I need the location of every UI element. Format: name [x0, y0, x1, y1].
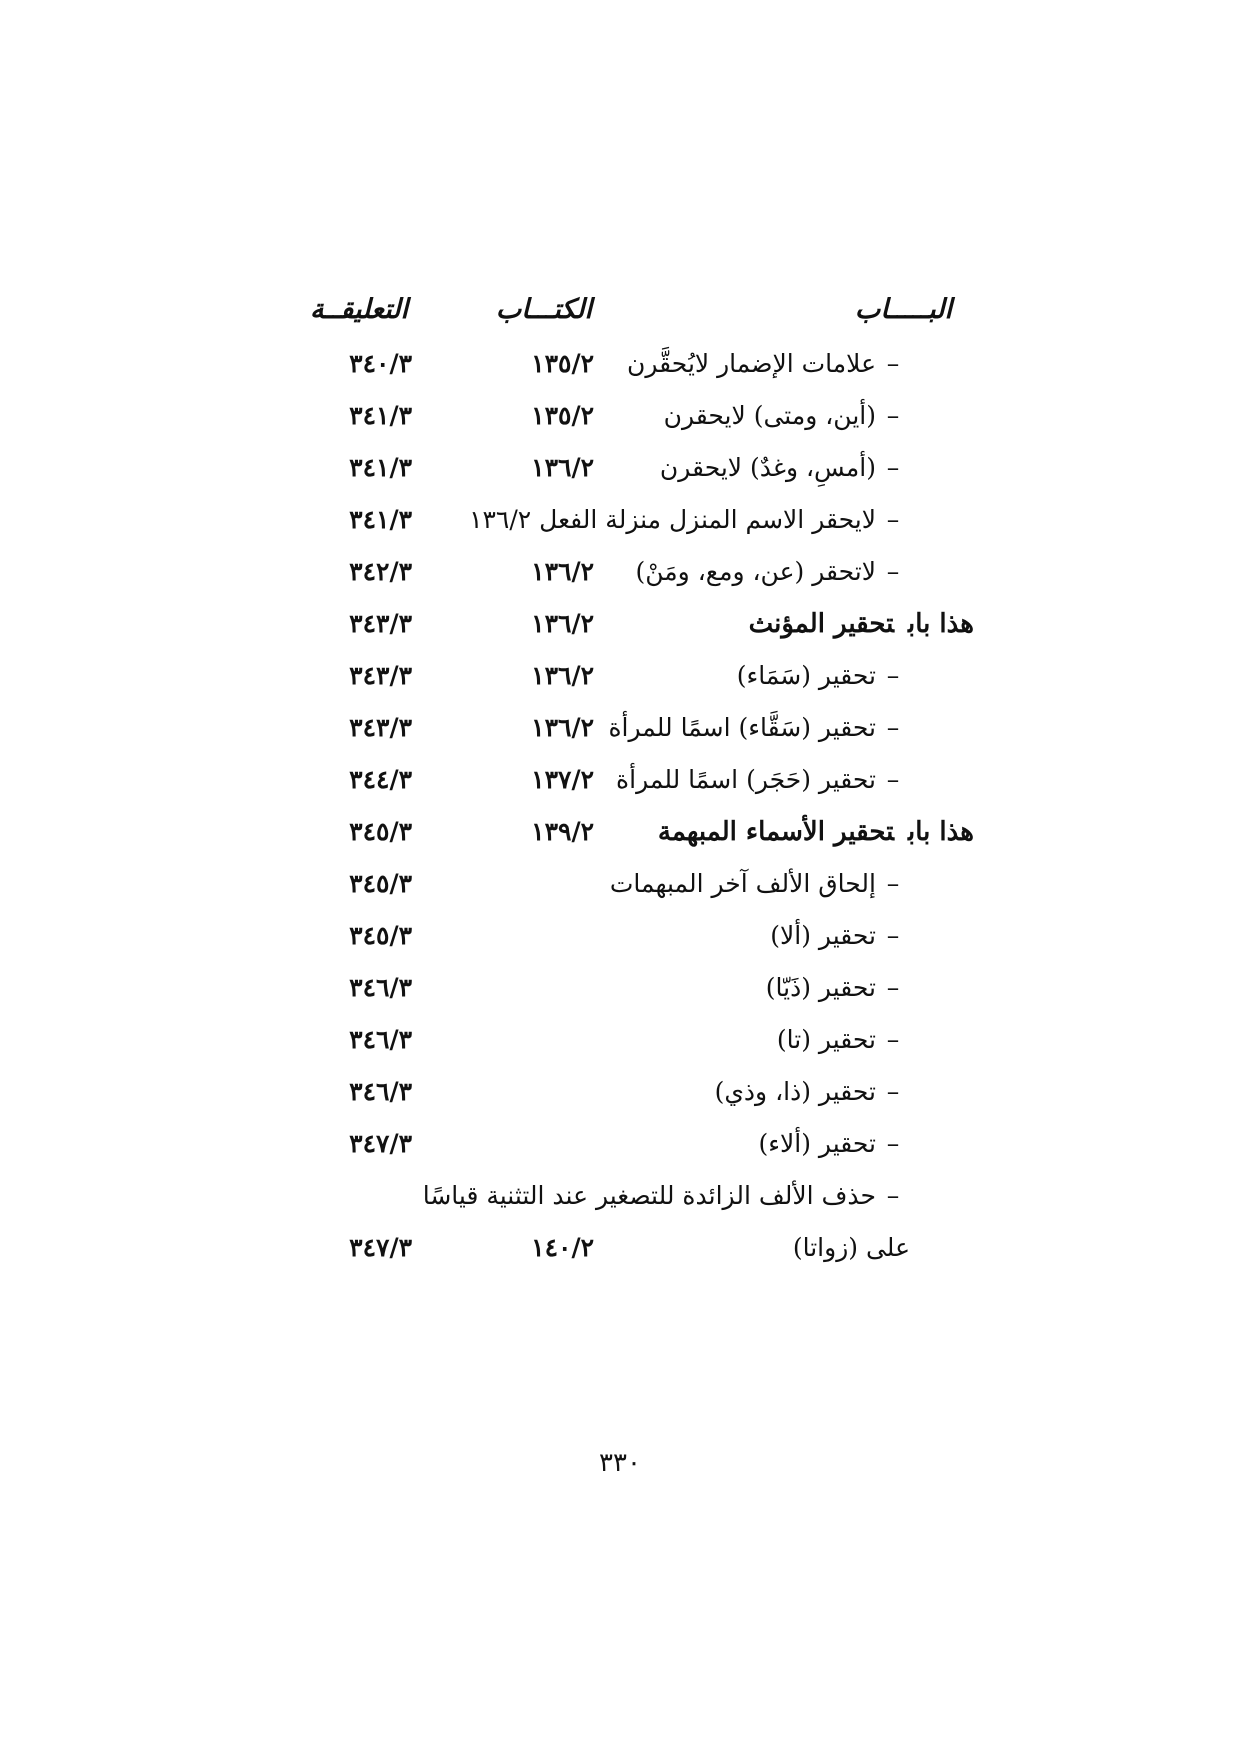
topic-entry: [770, 914, 910, 958]
index-row: [0, 550, 1240, 594]
kitab-ref: ١٣٦/٢: [531, 557, 594, 586]
topic-text: علامات الإضمار لايُحقَّرن: [627, 349, 876, 378]
kitab-ref: ١٣٧/٢: [531, 765, 594, 794]
topic-text: تحقير المؤنث: [748, 609, 894, 639]
index-row: [0, 654, 1240, 698]
table-header: [0, 288, 1240, 332]
chapter-title: [749, 602, 974, 646]
index-row: [0, 1226, 1240, 1270]
kitab-ref: ١٣٥/٢: [531, 401, 594, 430]
kitab-ref: ١٣٦/٢: [531, 453, 594, 482]
index-row: [0, 602, 1240, 646]
topic-entry: [636, 550, 911, 594]
taliqa-ref: ٣٤٥/٣: [349, 869, 412, 898]
chapter-lead: هذا باب: [907, 817, 974, 847]
topic-text: إلحاق الألف آخر المبهمات: [609, 869, 876, 898]
entry-dash: –: [886, 713, 900, 742]
topic-text: تحقير (حَجَر) اسمًا للمرأة: [616, 765, 876, 794]
topic-entry: [766, 966, 910, 1010]
topic-text: تحقير الأسماء المبهمة: [657, 817, 894, 847]
topic-entry: [777, 1018, 910, 1062]
topic-text: على (زواتا): [792, 1233, 910, 1262]
topic-text: لاتحقر (عن، ومع، ومَنْ): [635, 557, 876, 586]
taliqa-ref: ٣٤٥/٣: [349, 817, 412, 846]
taliqa-ref: ٣٤٢/٣: [349, 557, 412, 586]
topic-entry: [660, 446, 910, 490]
taliqa-ref: ٣٤٤/٣: [349, 765, 412, 794]
taliqa-ref: ٣٤٦/٣: [349, 1077, 412, 1106]
index-row: [0, 394, 1240, 438]
index-row: [0, 706, 1240, 750]
topic-entry: [616, 758, 910, 802]
topic-text: تحقير (سَقَّاء) اسمًا للمرأة: [608, 713, 876, 742]
entry-dash: –: [886, 1129, 900, 1158]
topic-text: حذف الألف الزائدة للتصغير عند التثنية قياسًا: [422, 1181, 876, 1210]
entry-dash: –: [886, 453, 900, 482]
entry-dash: –: [886, 973, 900, 1002]
entry-dash: –: [886, 1077, 900, 1106]
topic-text: لايحقر الاسم المنزل منزلة الفعل ١٣٦/٢: [469, 505, 876, 534]
entry-dash: –: [886, 401, 900, 430]
topic-entry: [469, 498, 910, 542]
topic-entry: [608, 706, 910, 750]
topic-entry: [627, 342, 910, 386]
entry-dash: –: [886, 1025, 900, 1054]
header-kitab: الكتـــاب: [495, 294, 592, 325]
index-row: [0, 914, 1240, 958]
kitab-ref: ١٤٠/٢: [531, 1233, 594, 1262]
index-row: [0, 342, 1240, 386]
topic-text: تحقير (تا): [776, 1025, 876, 1054]
topic-entry: [610, 862, 910, 906]
taliqa-ref: ٣٤٧/٣: [349, 1129, 412, 1158]
topic-entry: [423, 1174, 910, 1218]
topic-text: تحقير (ذا، وذي): [714, 1077, 876, 1106]
kitab-ref: ١٣٥/٢: [531, 349, 594, 378]
topic-text: (أمسِ، وغدٌ) لايحقرن: [659, 453, 876, 482]
entry-dash: –: [886, 505, 900, 534]
entry-dash: –: [886, 869, 900, 898]
taliqa-ref: ٣٤١/٣: [349, 401, 412, 430]
taliqa-ref: ٣٤٥/٣: [349, 921, 412, 950]
taliqa-ref: ٣٤١/٣: [349, 505, 412, 534]
kitab-ref: ١٣٦/٢: [531, 661, 594, 690]
topic-text: تحقير (ذَيّا): [765, 973, 876, 1002]
taliqa-ref: ٣٤٦/٣: [349, 1025, 412, 1054]
chapter-lead: هذا باب: [907, 609, 974, 639]
topic-entry: [664, 394, 910, 438]
index-row: [0, 1070, 1240, 1114]
header-bab: البـــــاب: [854, 294, 952, 325]
topic-text: (أين، ومتى) لايحقرن: [663, 401, 876, 430]
taliqa-ref: ٣٤٦/٣: [349, 973, 412, 1002]
kitab-ref: ١٣٦/٢: [531, 609, 594, 638]
taliqa-ref: ٣٤٣/٣: [349, 661, 412, 690]
topic-entry: [715, 1070, 910, 1114]
index-row: [0, 1174, 1240, 1218]
topic-entry: [737, 654, 910, 698]
topic-text: تحقير (ألا): [770, 921, 876, 950]
taliqa-ref: ٣٤٣/٣: [349, 609, 412, 638]
kitab-ref: ١٣٦/٢: [531, 713, 594, 742]
entry-dash: –: [886, 1181, 900, 1210]
taliqa-ref: ٣٤٣/٣: [349, 713, 412, 742]
entry-dash: –: [886, 349, 900, 378]
entry-dash: –: [886, 661, 900, 690]
entry-dash: –: [886, 765, 900, 794]
taliqa-ref: ٣٤٧/٣: [349, 1233, 412, 1262]
index-row: [0, 1018, 1240, 1062]
index-row: [0, 758, 1240, 802]
topic-text: تحقير (ألاء): [758, 1129, 876, 1158]
chapter-title: [658, 810, 974, 854]
topic-entry: [793, 1226, 910, 1270]
topic-text: تحقير (سَمَاء): [736, 661, 876, 690]
kitab-ref: ١٣٩/٢: [531, 817, 594, 846]
index-row: [0, 498, 1240, 542]
index-row: [0, 446, 1240, 490]
topic-entry: [759, 1122, 911, 1166]
taliqa-ref: ٣٤١/٣: [349, 453, 412, 482]
index-row: [0, 810, 1240, 854]
header-taliqa: التعليقــة: [310, 294, 408, 325]
index-row: [0, 862, 1240, 906]
entry-dash: –: [886, 557, 900, 586]
taliqa-ref: ٣٤٠/٣: [349, 349, 412, 378]
entry-dash: –: [886, 921, 900, 950]
page-number: ٣٣٠: [599, 1448, 641, 1478]
index-row: [0, 1122, 1240, 1166]
index-row: [0, 966, 1240, 1010]
